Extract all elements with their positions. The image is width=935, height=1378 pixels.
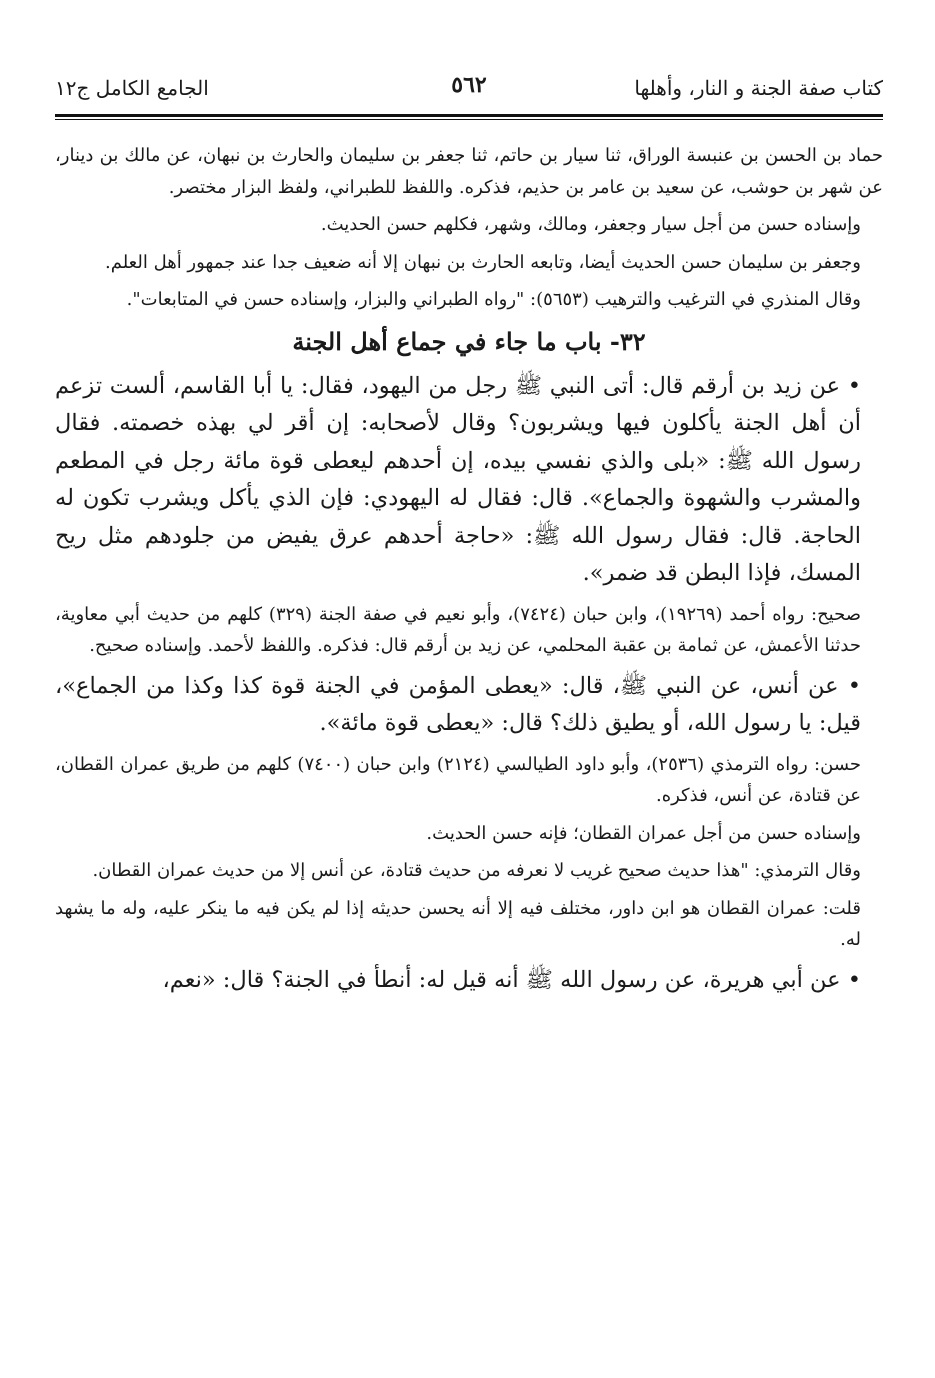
paragraph: وجعفر بن سليمان حسن الحديث أيضا، وتابعه الحارث بن نبهان إلا أنه ضعيف جدا عند جمهور أهل العلم.	[105, 251, 861, 273]
takhrij-note: صحيح: رواه أحمد (١٩٢٦٩)، وابن حبان (٧٤٢٤)، وأبو نعيم في صفة الجنة (٣٢٩) كلهم من حديث أبي معاوية، حدثنا الأعمش، عن ثمامة بن عقبة المحلمي، عن زيد بن أرقم قال: فذكره. واللفظ لأحمد. وإسناده صحيح.	[55, 603, 862, 656]
book-volume-title: الجامع الكامل ج١٢	[55, 76, 209, 100]
page-body	[55, 140, 883, 1005]
takhrij-note: قلت: عمران القطان هو ابن داور، مختلف فيه إلا أنه يحسن حديثه إذا لم يكن فيه ما ينكر عليه، وله ما يشهد له.	[55, 897, 861, 950]
page-number: ٥٦٢	[451, 72, 487, 98]
book-chapter-title: كتاب صفة الجنة و النار، وأهلها	[634, 76, 883, 100]
hadith-text: • عن أنس، عن النبي ﷺ، قال: «يعطى المؤمن في الجنة قوة كذا وكذا من الجماع»، قيل: يا رسول الله، أو يطيق ذلك؟ قال: «يعطى قوة مائة».	[55, 672, 862, 736]
header-rule-thin	[55, 119, 883, 120]
hadith-text: • عن أبي هريرة، عن رسول الله ﷺ أنه قيل له: أنطأ في الجنة؟ قال: «نعم،	[162, 966, 861, 993]
takhrij-note: وقال الترمذي: "هذا حديث صحيح غريب لا نعرفه من حديث قتادة، عن أنس إلا من حديث عمران القطان.	[92, 860, 861, 881]
hadith-text: • عن زيد بن أرقم قال: أتى النبي ﷺ رجل من اليهود، فقال: يا أبا القاسم، ألست تزعم أن أهل الجنة يأكلون فيها ويشربون؟ وقال لأصحابه: إن أقر لي بهذه خصمته. فقال رسول الله ﷺ: «بلى والذي نفسي بيده، إن أحدهم ليعطى قوة مائة رجل في المطعم والمشرب والشهوة والجماع». قال: فقال له اليهودي: فإن الذي يأكل ويشرب تكون له الحاجة. قال: فقال رسول الله ﷺ: «حاجة أحدهم عرق يفيض من جلودهم مثل ريح المسك، فإذا البطن قد ضمر».	[55, 372, 861, 586]
paragraph: حماد بن الحسن بن عنبسة الوراق، ثنا سيار بن حاتم، ثنا جعفر بن سليمان والحارث بن نبهان، عن مالك بن دينار، عن شهر بن حوشب، عن سعيد بن عامر بن حذيم، فذكره. واللفظ للطبراني، ولفظ البزار مختصر.	[55, 145, 883, 198]
paragraph: وقال المنذري في الترغيب والترهيب (٥٦٥٣): "رواه الطبراني والبزار، وإسناده حسن في المتابعات".	[126, 289, 861, 310]
page-header	[55, 66, 883, 106]
takhrij-note: وإسناده حسن من أجل عمران القطان؛ فإنه حسن الحديث.	[426, 822, 861, 844]
section-heading: ٣٢- باب ما جاء في جماع أهل الجنة	[292, 326, 646, 356]
paragraph: وإسناده حسن من أجل سيار وجعفر، ومالك، وشهر، فكلهم حسن الحديث.	[320, 214, 861, 235]
takhrij-note: حسن: رواه الترمذي (٢٥٣٦)، وأبو داود الطيالسي (٢١٢٤) وابن حبان (٧٤٠٠) كلهم من طريق عمران القطان، عن قتادة، عن أنس، فذكره.	[55, 753, 861, 806]
header-rule	[55, 114, 883, 117]
